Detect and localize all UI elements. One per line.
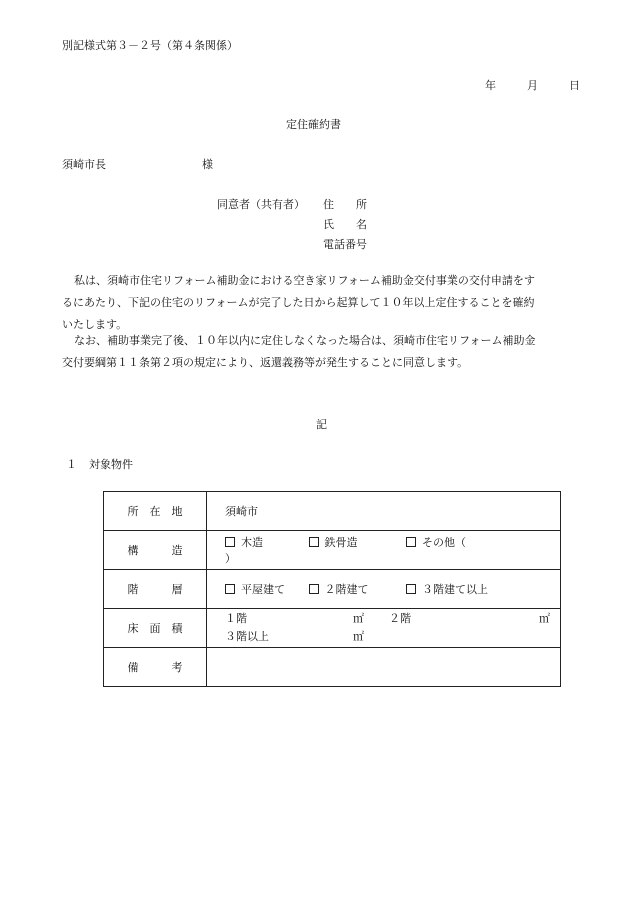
floor-2-label: ２階	[389, 612, 411, 625]
pledge-line-3: いたします。	[62, 318, 128, 331]
two-story-checkbox[interactable]	[309, 584, 319, 594]
consenter-label: 同意者（共有者）	[217, 198, 305, 211]
table-row-remarks	[104, 648, 561, 687]
document-title: 定住確約書	[286, 118, 341, 131]
area-values	[207, 609, 561, 648]
location-value: 須崎市	[207, 492, 561, 531]
date-line	[485, 77, 580, 93]
floors-label: 階 層	[104, 570, 207, 609]
property-table	[103, 491, 561, 687]
floor-1-unit: ㎡	[353, 612, 364, 625]
table-row-location	[104, 492, 561, 531]
ki-heading: 記	[316, 418, 327, 431]
single-story-checkbox[interactable]	[225, 584, 235, 594]
pledge-line-2: るにあたり、下記の住宅のリフォームが完了した日から起算して１０年以上定住することを確約	[62, 296, 535, 309]
addressee-honorific: 様	[202, 158, 213, 171]
section-title: 対象物件	[89, 458, 133, 471]
wood-option: 木造	[241, 536, 263, 549]
floor-1-label: １階	[225, 612, 247, 625]
three-story-option: ３階建て以上	[422, 583, 488, 596]
section-heading	[66, 456, 133, 472]
addressee-name: 須崎市長	[62, 158, 106, 171]
consent-paragraph	[62, 330, 572, 374]
table-row-area	[104, 609, 561, 648]
wood-checkbox[interactable]	[225, 537, 235, 547]
pledge-paragraph	[62, 270, 572, 336]
structure-label: 構 造	[104, 531, 207, 570]
remarks-value[interactable]	[207, 648, 561, 687]
floor-3-unit: ㎡	[353, 630, 364, 643]
section-number: １	[66, 458, 77, 471]
date-year: 年	[485, 79, 496, 92]
date-day: 日	[569, 79, 580, 92]
phone-label: 電話番号	[323, 238, 367, 251]
single-story-option: 平屋建て	[241, 583, 285, 596]
address-label: 住 所	[323, 198, 367, 211]
location-label: 所 在 地	[104, 492, 207, 531]
floors-options	[207, 570, 561, 609]
steel-checkbox[interactable]	[309, 537, 319, 547]
other-option: その他（	[422, 536, 466, 549]
form-number: 別記様式第３－２号（第４条関係）	[62, 39, 238, 52]
floor-3-label: ３階以上	[225, 630, 269, 643]
remarks-label: 備 考	[104, 648, 207, 687]
table-row-floors	[104, 570, 561, 609]
consent-line-2: 交付要綱第１１条第２項の規定により、返還義務等が発生することに同意します。	[62, 356, 469, 369]
floor-2-unit: ㎡	[539, 612, 550, 625]
three-story-checkbox[interactable]	[406, 584, 416, 594]
area-label: 床 面 積	[104, 609, 207, 648]
other-checkbox[interactable]	[406, 537, 416, 547]
consent-line-1: なお、補助事業完了後、１０年以内に定住しなくなった場合は、須崎市住宅リフォーム補助金	[74, 334, 536, 347]
name-label: 氏 名	[323, 218, 367, 231]
two-story-option: ２階建て	[324, 583, 369, 596]
pledge-line-1: 私は、須崎市住宅リフォーム補助金における空き家リフォーム補助金交付事業の交付申請をす	[74, 274, 535, 287]
date-month: 月	[527, 79, 538, 92]
steel-option: 鉄骨造	[324, 536, 358, 549]
structure-options	[207, 531, 561, 570]
table-row-structure	[104, 531, 561, 570]
other-close-paren: ）	[225, 552, 236, 565]
